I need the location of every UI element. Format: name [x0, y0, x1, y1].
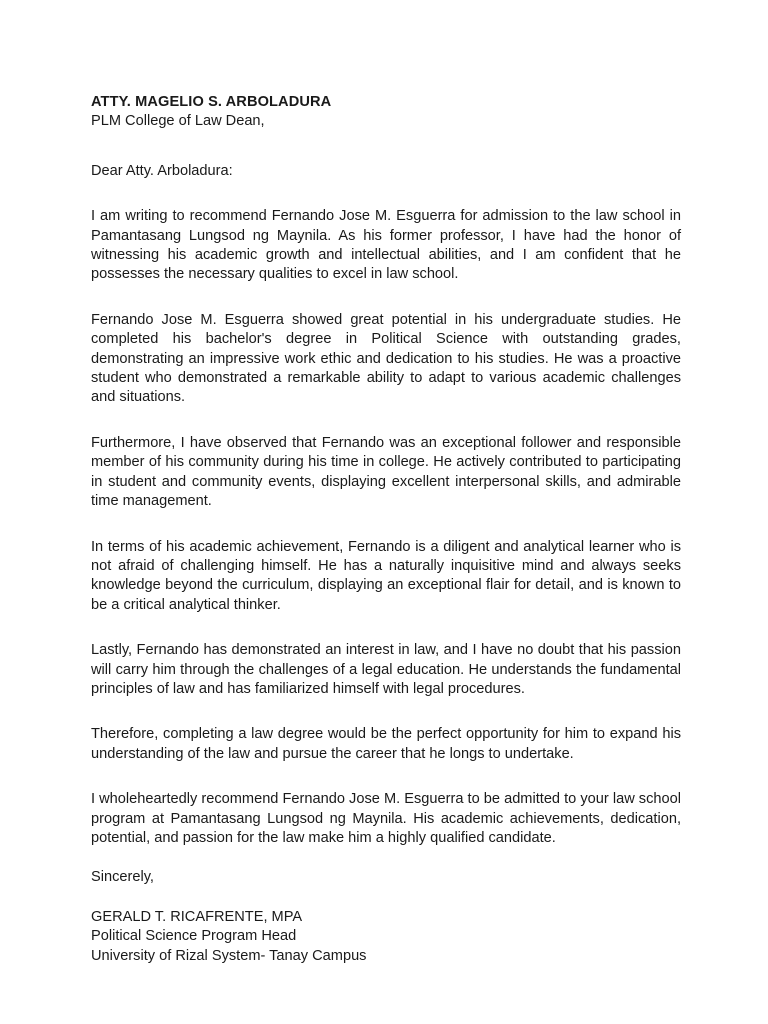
body-paragraph-therefore: Therefore, completing a law degree would be the perfect opportunity for him to expand his understanding of the law and pursue the career that he longs to undertake. [91, 726, 681, 762]
closing: Sincerely, [91, 869, 154, 886]
body-paragraph-recommendation: I wholeheartedly recommend Fernando Jose M. Esguerra to be admitted to your law school program at Pamantasang Lungsod ng Maynila. His academic achievements, dedication, potential, and passion for the law make him a highly qualified candidate. [91, 791, 681, 846]
body-paragraph-law-interest: Lastly, Fernando has demonstrated an interest in law, and I have no doubt that his passion will carry him through the challenges of a legal education. He understands the fundamental principles of law and has familiarized himself with legal procedures. [91, 642, 681, 697]
salutation: Dear Atty. Arboladura: [91, 162, 233, 179]
body-paragraph-community: Furthermore, I have observed that Fernando was an exceptional follower and responsible member of his community during his time in college. He actively contributed to participating in student and community events, displaying excellent interpersonal skills, and admirable time management. [91, 434, 681, 510]
recipient-title: PLM College of Law Dean, [91, 113, 265, 130]
recipient-name: ATTY. MAGELIO S. ARBOLADURA [91, 94, 332, 110]
body-paragraph-academic: In terms of his academic achievement, Fernando is a diligent and analytical learner who is not afraid of challenging himself. He has a naturally inquisitive mind and always seeks knowledge beyond the curriculum, displaying an exceptional flair for detail, and is known to be a critical analytical thinker. [91, 538, 681, 613]
body-paragraph-intro: I am writing to recommend Fernando Jose M. Esguerra for admission to the law school in Pamantasang Lungsod ng Maynila. As his former professor, I have had the honor of witnessing his academic growth and intellectual abilities, and I am confident that he possesses the necessary qualities to excel in law school. [91, 208, 681, 283]
body-paragraph-undergraduate: Fernando Jose M. Esguerra showed great potential in his undergraduate studies. He completed his bachelor's degree in Political Science with outstanding grades, demonstrating an impressive work ethic and dedication to his studies. He was a proactive student who demonstrated a remarkable ability to adapt to various academic challenges and situations. [91, 311, 681, 406]
signatory-position: Political Science Program Head [91, 928, 297, 945]
signatory-name: GERALD T. RICAFRENTE, MPA [91, 908, 303, 925]
signatory-institution: University of Rizal System- Tanay Campus [91, 947, 367, 964]
recommendation-letter [91, 93, 681, 966]
